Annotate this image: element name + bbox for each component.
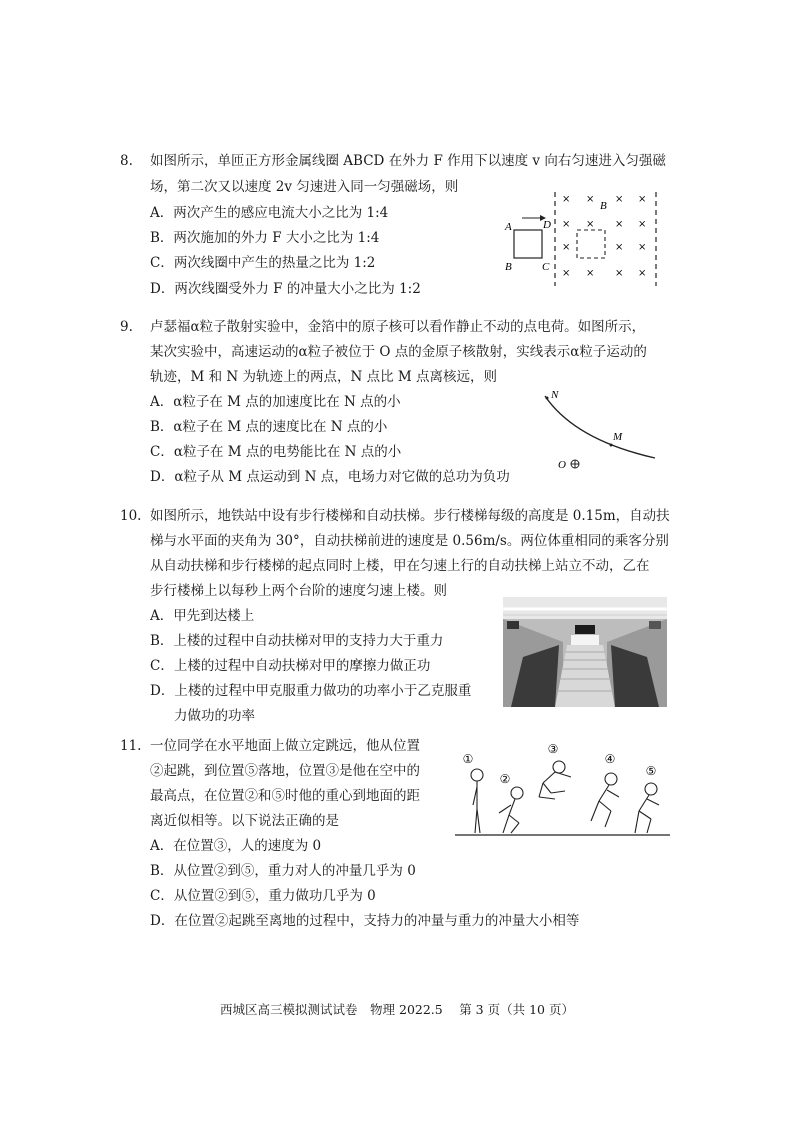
field-cross: × [615, 268, 624, 279]
jumper-1 [471, 769, 483, 781]
q11-option-c: C．从位置②到⑤，重力做功几乎为 0 [150, 888, 376, 904]
q11-option-a: A．在位置③，人的速度为 0 [150, 838, 322, 854]
position-3-label: ③ [547, 742, 559, 756]
q10-option-b: B．上楼的过程中自动扶梯对甲的支持力大于重力 [150, 633, 444, 649]
q10-stem-line-4: 步行楼梯上以每秒上两个台阶的速度匀速上楼。则 [150, 583, 447, 599]
q10-option-d-cont: 力做功的功率 [174, 708, 255, 724]
q8-number: 8. [120, 153, 133, 169]
position-2-label: ② [499, 772, 511, 786]
q8-label-b: B [505, 261, 512, 273]
q8-label-d: D [543, 219, 551, 231]
point-n [546, 397, 549, 400]
q11-figure-standing-long-jump [455, 735, 670, 840]
position-4-label: ④ [604, 752, 616, 766]
position-1-label: ① [462, 752, 474, 766]
jumper-4 [605, 773, 617, 785]
field-cross: × [638, 219, 647, 230]
q10-stem-line-2: 梯与水平面的夹角为 30°，自动扶梯前进的速度是 0.56m/s。两位体重相同的乘客分别 [150, 533, 669, 549]
field-cross: × [615, 242, 624, 253]
q10-stem-line-3: 从自动扶梯和步行楼梯的起点同时上楼，甲在匀速上行的自动扶梯上站立不动，乙在 [150, 558, 650, 574]
q9-label-o: O [558, 459, 566, 471]
q9-option-d: D．α粒子从 M 点运动到 N 点，电场力对它做的总功为负功 [150, 469, 510, 485]
q10-option-a: A．甲先到达楼上 [150, 608, 255, 624]
q8-option-c: C．两次线圈中产生的热量之比为 1:2 [150, 255, 376, 271]
field-cross: × [562, 242, 571, 253]
page-footer: 西城区高三模拟测试试卷 物理 2022.5 第 3 页（共 10 页） [220, 1002, 574, 1017]
field-cross: × [638, 194, 647, 205]
q9-option-b: B．α粒子在 M 点的速度比在 N 点的小 [150, 419, 388, 435]
field-cross: × [586, 268, 595, 279]
q9-stem-line-1: 卢瑟福α粒子散射实验中，金箔中的原子核可以看作静止不动的点电荷。如图所示， [150, 319, 646, 335]
q9-stem-line-3: 轨迹，M 和 N 为轨迹上的两点，N 点比 M 点离核远，则 [150, 369, 498, 385]
jumper-2 [511, 787, 523, 799]
q9-stem-line-2: 某次实验中，高速运动的α粒子被位于 O 点的金原子核散射，实线表示α粒子运动的 [150, 344, 647, 360]
q11-option-d: D．在位置②起跳至离地的过程中，支持力的冲量与重力的冲量大小相等 [150, 913, 580, 929]
field-cross: × [615, 194, 624, 205]
q10-option-c: C．上楼的过程中自动扶梯对甲的摩擦力做正功 [150, 658, 431, 674]
q10-option-d: D．上楼的过程中甲克服重力做功的功率小于乙克服重 [150, 683, 472, 699]
field-cross: × [586, 194, 595, 205]
q8-option-d: D．两次线圈受外力 F 的冲量大小之比为 1:2 [150, 281, 421, 297]
q9-option-a: A．α粒子在 M 点的加速度比在 N 点的小 [150, 394, 401, 410]
q11-stem-line-2: ②起跳，到位置⑤落地，位置③是他在空中的 [150, 763, 420, 779]
q8-stem-line-2: 场，第二次又以速度 2v 匀速进入同一匀强磁场，则 [150, 179, 459, 195]
q8-label-a: A [505, 221, 512, 233]
q10-photo-escalator-stairs [503, 597, 667, 707]
jumper-3 [553, 761, 565, 773]
q9-label-n: N [551, 389, 559, 401]
q9-number: 9. [120, 319, 133, 335]
q9-option-c: C．α粒子在 M 点的电势能比在 N 点的小 [150, 444, 402, 460]
q8-stem-line-1: 如图所示，单匝正方形金属线圈 ABCD 在外力 F 作用下以速度 v 向右匀速进入匀强磁 [150, 153, 666, 169]
q8-label-c: C [542, 261, 550, 273]
field-cross: × [586, 219, 595, 230]
position-5-label: ⑤ [645, 764, 657, 778]
field-cross: × [562, 219, 571, 230]
point-m [610, 444, 613, 447]
field-cross: × [562, 268, 571, 279]
field-cross: × [562, 194, 571, 205]
q11-stem-line-1: 一位同学在水平地面上做立定跳远，他从位置 [150, 738, 420, 754]
field-cross: × [615, 219, 624, 230]
q8-figure-magnetic-field [500, 190, 670, 290]
q8-option-b: B．两次施加的外力 F 大小之比为 1:4 [150, 230, 380, 246]
q8-option-a: A．两次产生的感应电流大小之比为 1:4 [150, 205, 389, 221]
q11-option-b: B．从位置②到⑤，重力对人的冲量几乎为 0 [150, 863, 416, 879]
q9-label-m: M [613, 431, 623, 443]
q11-number: 11. [120, 738, 142, 754]
q9-figure-scattering-trajectory [535, 388, 665, 478]
q11-stem-line-3: 最高点，在位置②和⑤时他的重心到地面的距 [150, 788, 420, 804]
field-cross: × [638, 242, 647, 253]
q8-label-b-field: B [600, 200, 607, 212]
q11-stem-line-4: 离近似相等。以下说法正确的是 [150, 813, 339, 829]
q10-number: 10. [120, 508, 142, 524]
q10-stem-line-1: 如图所示，地铁站中设有步行楼梯和自动扶梯。步行楼梯每级的高度是 0.15m，自动扶 [150, 508, 670, 524]
field-cross: × [638, 268, 647, 279]
jumper-5 [645, 783, 657, 795]
